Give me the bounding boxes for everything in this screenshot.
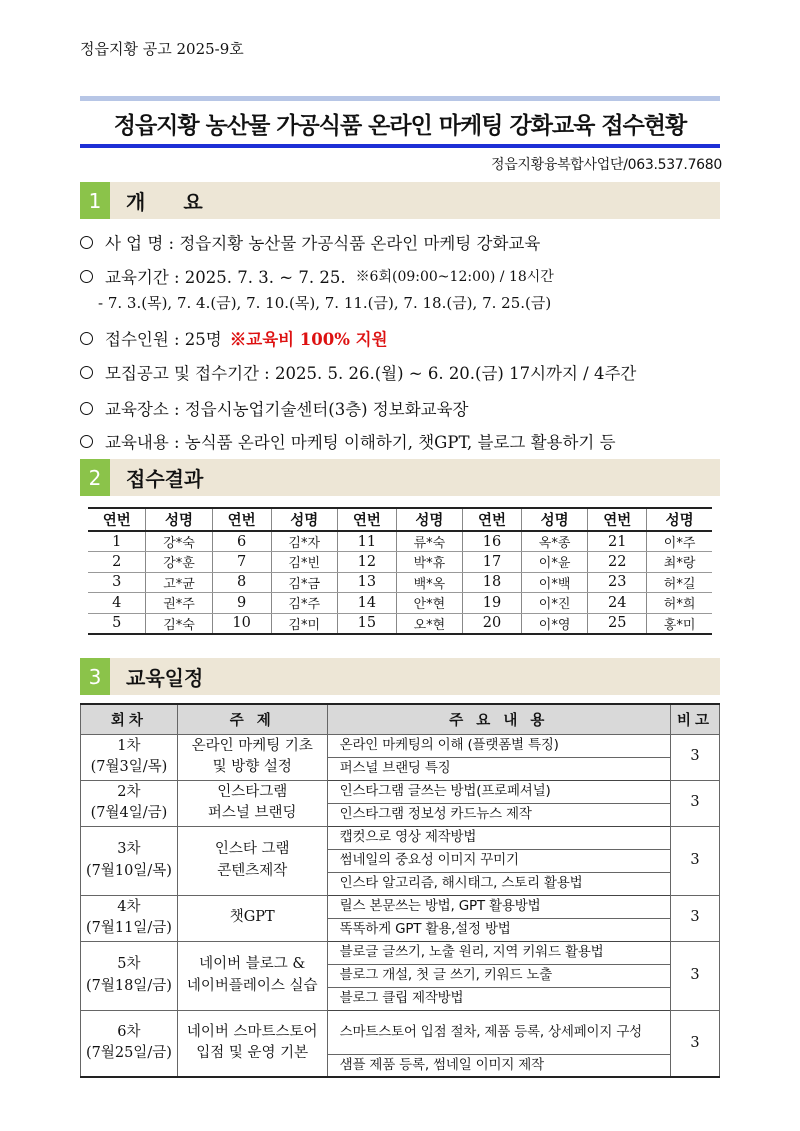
applicant-name: 김*주 [271,593,337,614]
circle-bullet-icon [80,402,93,415]
applicant-no: 25 [588,613,647,634]
topic-line: 인스타그램 [217,783,288,800]
applicant-no: 12 [337,552,396,573]
applicant-name: 이*주 [647,531,712,552]
applicant-no: 2 [88,552,146,573]
session-round [81,895,178,941]
session-topic [177,826,327,895]
notice-number: 정읍지황 공고 2025-9호 [80,40,244,58]
session-content: 온라인 마케팅의 이해 (플랫폼별 특징) [327,734,670,757]
overview-item [80,264,554,288]
applicant-no: 7 [212,552,271,573]
section-number: 1 [80,182,110,219]
circle-bullet-icon [80,270,93,283]
section-number: 3 [80,658,110,695]
topic-line: 인스타 그램 [214,841,290,858]
session-round [81,826,178,895]
session-content: 퍼스널 브랜딩 특징 [327,757,670,780]
applicant-no: 13 [337,572,396,593]
header-name: 성명 [647,508,712,531]
applicant-no: 14 [337,593,396,614]
applicant-no: 15 [337,613,396,634]
applicant-name: 권*주 [146,593,212,614]
applicant-name: 홍*미 [647,613,712,634]
section-title: 개요 [126,190,241,214]
session-topic [177,1010,327,1077]
session-note: 3 [671,734,720,780]
results-table [88,507,712,635]
topic-line: 입점 및 운영 기본 [196,1045,309,1062]
applicant-name: 이*백 [521,572,587,593]
round-date: (7월3일/목) [90,759,168,775]
overview-item [80,230,540,254]
session-content: 인스타 알고리즘, 해시태그, 스토리 활용법 [327,872,670,895]
header-no: 연번 [588,508,647,531]
applicant-no: 21 [588,531,647,552]
session-content: 릴스 본문쓰는 방법, GPT 활용방법 [327,895,670,918]
overview-item [80,360,636,384]
header-topic: 주 제 [177,704,327,734]
applicant-name: 김*미 [271,613,337,634]
applicant-no: 11 [337,531,396,552]
section-number: 2 [80,459,110,496]
topic-line: 네이버 스마트스토어 [186,1024,318,1041]
overview-dates: - 7. 3.(목), 7. 4.(금), 7. 10.(목), 7. 11.(금), 7. 18.(금), 7. 25.(금) [98,294,552,312]
results-header-row [88,508,712,531]
schedule-row [81,780,720,803]
round-date: (7월4일/금) [90,805,168,821]
applicant-name: 박*휴 [396,552,462,573]
applicant-no: 22 [588,552,647,573]
applicant-name: 허*길 [647,572,712,593]
header-name: 성명 [521,508,587,531]
overview-item [80,326,388,350]
round-date: (7월11일/금) [85,920,172,936]
title-bottom-rule [80,144,720,148]
session-topic: 챗GPT [177,895,327,941]
session-note: 3 [671,780,720,826]
title-box [80,96,720,148]
applicant-name: 최*랑 [647,552,712,573]
topic-line: 네이버플레이스 실습 [186,977,318,994]
topic-line: 퍼스널 브랜딩 [207,805,297,821]
session-round [81,780,178,826]
session-content: 썸네일의 중요성 이미지 꾸미기 [327,849,670,872]
session-topic [177,734,327,780]
page-title: 정읍지황 농산물 가공식품 온라인 마케팅 강화교육 접수현황 [113,113,687,139]
applicant-name: 김*숙 [146,613,212,634]
overview-item [80,429,616,453]
session-note: 3 [671,895,720,941]
session-note: 3 [671,1010,720,1077]
overview-recruit: 모집공고 및 접수기간 : 2025. 5. 26.(월) ~ 6. 20.(금) 17시까지 / 4주간 [105,364,637,383]
applicant-name: 강*숙 [146,531,212,552]
applicant-no: 20 [463,613,522,634]
session-round [81,941,178,1010]
applicant-no: 3 [88,572,146,593]
session-content: 블로글 글쓰기, 노출 원리, 지역 키워드 활용법 [327,941,670,964]
applicant-no: 10 [212,613,271,634]
applicant-name: 백*옥 [396,572,462,593]
section-header-results [80,459,720,496]
section-header-overview [80,182,720,219]
applicant-no: 8 [212,572,271,593]
applicant-no: 17 [463,552,522,573]
round-label: 2차 [117,783,141,800]
header-no: 연번 [88,508,146,531]
section-title: 접수결과 [126,467,204,491]
session-round [81,734,178,780]
applicant-name: 안*현 [396,593,462,614]
applicant-name: 류*숙 [396,531,462,552]
header-contents: 주 요 내 용 [327,704,670,734]
session-content: 인스타그램 정보성 카드뉴스 제작 [327,803,670,826]
session-note: 3 [671,941,720,1010]
applicant-name: 이*진 [521,593,587,614]
session-topic [177,941,327,1010]
session-topic [177,780,327,826]
applicant-name: 허*희 [647,593,712,614]
table-row [88,613,712,634]
overview-capacity-note: ※교육비 100% 지원 [229,330,388,349]
session-content: 스마트스토어 입점 절차, 제품 등록, 상세페이지 구성 [327,1010,670,1054]
round-label: 5차 [117,956,141,973]
session-content: 샘플 제품 등록, 썸네일 이미지 제작 [327,1054,670,1077]
round-label: 4차 [117,898,141,915]
session-note: 3 [671,826,720,895]
round-label: 1차 [117,737,141,754]
header-no: 연번 [463,508,522,531]
overview-period: 교육기간 : 2025. 7. 3. ~ 7. 25. [105,268,346,287]
header-name: 성명 [271,508,337,531]
header-round: 회차 [81,704,178,734]
schedule-row [81,941,720,964]
overview-item [80,396,468,420]
schedule-row [81,826,720,849]
applicant-name: 옥*종 [521,531,587,552]
applicant-no: 19 [463,593,522,614]
organizer-contact: 정읍지황융복합사업단/063.537.7680 [490,157,722,173]
header-note: 비고 [671,704,720,734]
applicant-no: 18 [463,572,522,593]
applicant-no: 5 [88,613,146,634]
applicant-name: 김*빈 [271,552,337,573]
topic-line: 콘텐츠제작 [217,862,288,879]
session-content: 인스타그램 글쓰는 방법(프로페셔널) [327,780,670,803]
overview-period-note: ※6회(09:00~12:00) / 18시간 [355,269,554,285]
schedule-header-row [81,704,720,734]
schedule-row [81,895,720,918]
applicant-no: 16 [463,531,522,552]
circle-bullet-icon [80,236,93,249]
applicant-name: 김*금 [271,572,337,593]
applicant-name: 이*영 [521,613,587,634]
topic-line: 네이버 블로그 & [199,956,306,973]
overview-project: 사 업 명 : 정읍지황 농산물 가공식품 온라인 마케팅 강화교육 [105,234,541,253]
circle-bullet-icon [80,332,93,345]
section-title: 교육일정 [126,666,204,690]
session-content: 블로그 개설, 첫 글 쓰기, 키워드 노출 [327,964,670,987]
applicant-name: 고*균 [146,572,212,593]
session-content: 블로그 클립 제작방법 [327,987,670,1010]
round-date: (7월10일/목) [85,862,172,879]
applicant-no: 23 [588,572,647,593]
applicant-no: 1 [88,531,146,552]
schedule-row [81,734,720,757]
round-label: 6차 [117,1024,141,1041]
applicant-name: 강*훈 [146,552,212,573]
round-date: (7월25일/금) [85,1045,172,1062]
table-row [88,593,712,614]
applicant-name: 이*윤 [521,552,587,573]
section-header-schedule [80,658,720,695]
circle-bullet-icon [80,366,93,379]
applicant-no: 24 [588,593,647,614]
applicant-no: 6 [212,531,271,552]
applicant-no: 9 [212,593,271,614]
applicant-name: 김*자 [271,531,337,552]
session-round [81,1010,178,1077]
overview-capacity: 접수인원 : 25명 [105,330,222,349]
overview-venue: 교육장소 : 정읍시농업기술센터(3층) 정보화교육장 [105,400,469,419]
header-no: 연번 [212,508,271,531]
header-no: 연번 [337,508,396,531]
schedule-table [80,703,720,1078]
round-label: 3차 [117,841,141,858]
header-name: 성명 [146,508,212,531]
applicant-no: 4 [88,593,146,614]
table-row [88,572,712,593]
table-row [88,531,712,552]
schedule-row [81,1010,720,1054]
overview-content: 교육내용 : 농식품 온라인 마케팅 이해하기, 챗GPT, 블로그 활용하기 등 [105,433,616,452]
session-content: 똑똑하게 GPT 활용,설정 방법 [327,918,670,941]
round-date: (7월18일/금) [85,977,172,994]
applicant-name: 오*현 [396,613,462,634]
topic-line: 및 방향 설정 [212,759,292,775]
header-name: 성명 [396,508,462,531]
circle-bullet-icon [80,435,93,448]
session-content: 캡컷으로 영상 제작방법 [327,826,670,849]
topic-line: 온라인 마케팅 기초 [191,737,313,754]
table-row [88,552,712,573]
